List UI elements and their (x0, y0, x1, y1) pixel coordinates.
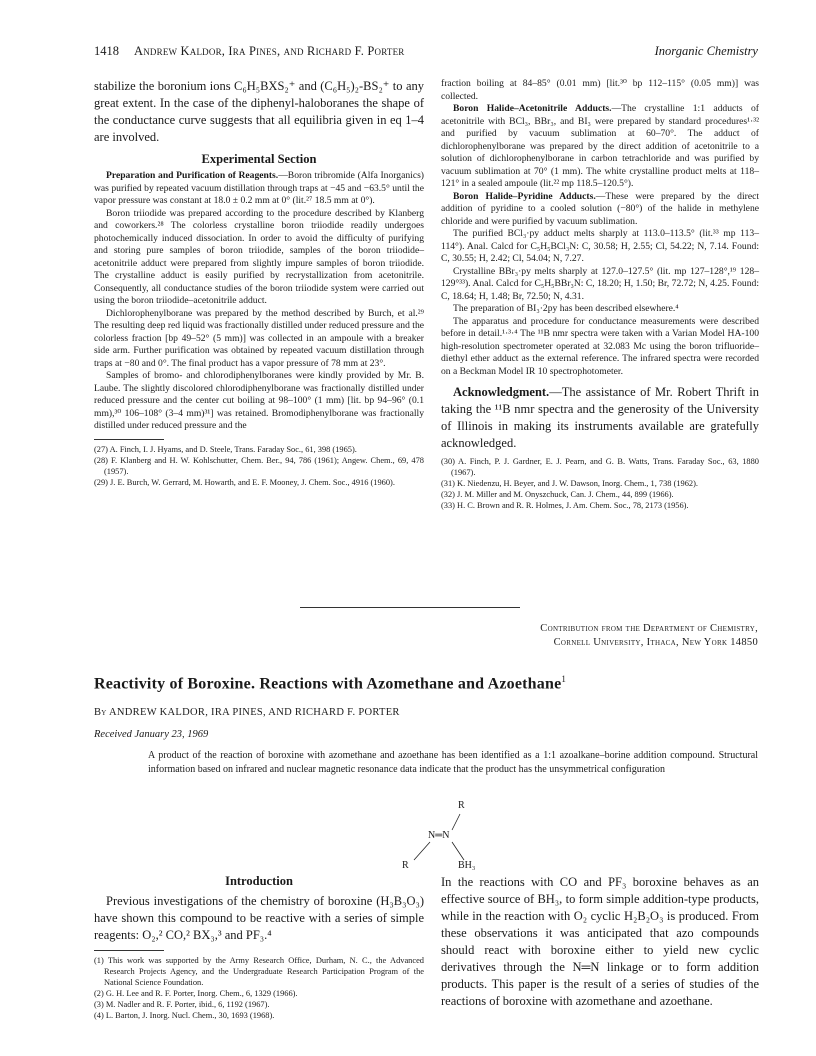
paragraph: The purified BCl₃·py adduct melts sharply at 113.0–113.5° (lit.³³ mp 113–114°). Anal. Calcd for C₅H₅BCl₃N: C, 30.58; H, 2.55; Cl, 54.22; N, 7.14. Found: C, 30.55; H, 2.42; Cl, 54.04; N, 7.27. (441, 228, 759, 264)
paragraph-heading: Boron Halide–Pyridine Adducts. (453, 190, 596, 202)
structure-nn: N═N (428, 830, 450, 841)
paragraph: fraction boiling at 84–85° (0.01 mm) [lit.³⁰ bp 112–115° (0.05 mm)] was collected. (441, 78, 759, 102)
footnote: (4) L. Barton, J. Inorg. Nucl. Chem., 30, 1693 (1968). (94, 1011, 275, 1020)
footnote: (3) M. Nadler and R. F. Porter, ibid., 6, 1192 (1967). (94, 1000, 270, 1009)
received-date: Received January 23, 1969 (94, 729, 209, 740)
footnote: (33) H. C. Brown and R. R. Holmes, J. Am. Chem. Soc., 78, 2173 (1956). (441, 501, 689, 510)
paragraph: stabilize the boronium ions C₆H₅BXS₂⁺ and (C₆H₅)₂-BS₂⁺ to any great extent. In the case of the diphenyl-haloboranes the shape of the conductance curve suggests that all equilibria given in eq 1–4 are involved. (94, 79, 424, 144)
paragraph: The apparatus and procedure for conductance measurements were described before in detail.¹·³·⁴ The ¹¹B nmr spectra were taken with a Varian Model HA-100 high-resolution spectrometer operated at 32.083 Mc using the boron trifluoride–diethyl ether adduct as the external reference. The infrared spectra were recorded on a Beckman Model IR 10 spectrophotometer. (441, 315, 759, 377)
intro-left-column (94, 874, 424, 1021)
left-column (94, 78, 424, 488)
structure-r-bottom: R (402, 860, 409, 871)
bond-n-r (414, 842, 430, 860)
contribution-line: Cornell University, Ithaca, New York 14850 (553, 637, 758, 648)
paragraph: Previous investigations of the chemistry of boroxine (H₃B₃O₃) have shown this compound to be reactive with a series of simple reagents: O₂,² CO,² BX₃,³ and PF₃.⁴ (94, 894, 424, 942)
abstract: A product of the reaction of boroxine with azomethane and azoethane has been identified as a 1:1 azoalkane–borine addition compound. Structural information based on infrared and nuclear magnetic resonance data indicate that the product has the unsymmetrical configuration (148, 750, 758, 775)
page-number: 1418 (94, 44, 119, 58)
structure-bonds (380, 796, 500, 876)
paragraph (441, 103, 759, 191)
structure-bh3: BH₃ (458, 860, 476, 871)
title-footnote-mark: 1 (561, 674, 567, 684)
paragraph-heading: Preparation and Purification of Reagents. (106, 170, 279, 181)
footnote: (31) K. Niedenzu, H. Beyer, and J. W. Dawson, Inorg. Chem., 1, 738 (1962). (441, 479, 698, 488)
right-column (441, 78, 759, 511)
paragraph: Samples of bromo- and chlorodiphenylboranes were kindly provided by Mr. B. Laube. The slightly discolored chlorodiphenylborane was fractionally distilled under reduced pressure and the center cut boiling at 98–100° (1 mm) [lit. bp 94–96° (0.1 mm),³⁰ 106–108° (3–4 mm)³¹] was retained. Bromodiphenylborane was fractionally distilled under reduced pressure and the (94, 370, 424, 431)
paragraph: Dichlorophenylborane was prepared by the method described by Burch, et al.²⁹ The resulting deep red liquid was fractionally distilled under reduced pressure and the colorless fraction [bp 49–52° (5 mm)] was collected in an ampoule with a breaker side arm. Further purification was obtained by repeated vacuum distillation through traps at −80 and 0°. The final product has a vapor pressure of 78 mm at 23°. (94, 307, 424, 369)
section-title: Experimental Section (201, 152, 317, 166)
bond-n-b (452, 842, 464, 860)
article-separator (300, 607, 520, 608)
paragraph-text: —These were prepared by the direct addition of pyridine to a cooled solution (−80°) of the halide in methylene chloride and were purified by vacuum sublimation. (441, 190, 760, 227)
journal-name: Inorganic Chemistry (654, 44, 758, 58)
paragraph-text: —The crystalline 1:1 adducts of acetonitrile with BCl₃, BBr₃, and BI₃ were prepared by standard procedures¹·³² and purified by vacuum sublimation at 60–70°. The adduct of dichlorophenylborane was prepared by the direct addition of acetonitrile to a solution of dichlorophenylborane in carbon tetrachloride and was purified by vacuum sublimation at 70° (1 mm). The white crystalline product melts at 118–121° in a sealed ampoule (lit.²² mp 118.5–120.5°). (441, 103, 759, 189)
footnote: (27) A. Finch, I. J. Hyams, and D. Steele, Trans. Faraday Soc., 61, 398 (1965). (94, 444, 357, 454)
footnotes (441, 456, 759, 511)
footnote: (28) F. Klanberg and H. W. Kohlschutter, Chem. Ber., 94, 786 (1961); Angew. Chem., 69, 478 (1957). (94, 455, 424, 476)
article-title-text: Reactivity of Boroxine. Reactions with Azomethane and Azoethane (94, 675, 562, 693)
paragraph: Crystalline BBr₃·py melts sharply at 127.0–127.5° (lit. mp 127–128°,¹⁹ 128–129°³³). Anal. Calcd for C₅H₅BBr₃N: C, 18.20; H, 1.50; Br, 72.72; N, 4.25. Found: C, 18.64; H, 1.48; Br, 72.50; N, 4.31. (441, 265, 759, 302)
article-title (94, 674, 566, 693)
article-authors (94, 707, 400, 718)
footnote-rule (94, 950, 164, 951)
paragraph-heading: Boron Halide–Acetonitrile Adducts. (453, 103, 612, 114)
footnote-rule (94, 439, 164, 440)
paragraph: The preparation of BI₃·2py has been described elsewhere.⁴ (453, 303, 679, 314)
intro-title: Introduction (225, 874, 293, 888)
bond-r-n (452, 814, 460, 830)
contribution-line: Contribution from the Department of Chemistry, (540, 623, 758, 634)
footnotes (94, 444, 424, 488)
contribution-block (540, 622, 758, 650)
paragraph-text: —Boron tribromide (Alfa Inorganics) was purified by repeated vacuum distillation through traps at −45 and −63.5° until the vapor pressure was constant at 18.0 ± 0.2 mm at 0° (lit.²⁷ 18.5 mm at 0°). (94, 170, 424, 206)
authors-names: ANDREW KALDOR, IRA PINES, AND RICHARD F. PORTER (109, 707, 400, 718)
structure-diagram (380, 796, 500, 876)
structure-r-top: R (458, 800, 465, 811)
footnotes (94, 955, 424, 1021)
footnote: (29) J. E. Burch, W. Gerrard, M. Howarth, and E. F. Mooney, J. Chem. Soc., 4916 (1960). (94, 477, 395, 487)
intro-right-column (441, 874, 759, 1010)
running-header (94, 44, 758, 60)
acknowledgment (441, 384, 759, 452)
footnote: (2) G. H. Lee and R. F. Porter, Inorg. Chem., 6, 1329 (1966). (94, 989, 298, 998)
paragraph (441, 191, 759, 229)
paragraph (94, 170, 424, 208)
footnote: (30) A. Finch, P. J. Gardner, E. J. Pearn, and G. B. Watts, Trans. Faraday Soc., 63, 1880 (1967). (441, 457, 759, 477)
header-authors: Andrew Kaldor, Ira Pines, and Richard F. Porter (134, 44, 405, 58)
footnote: (32) J. M. Miller and M. Onyszchuck, Can. J. Chem., 44, 899 (1966). (441, 490, 674, 499)
paragraph: In the reactions with CO and PF₃ boroxine behaves as an effective source of BH₃, to form simple addition-type products, while in the reaction with O₂ cyclic H₂B₂O₃ is produced. From these observations it was anticipated that azo compounds should react with boroxine either to yield new cyclic derivatives through the N═N linkage or to form addition products. This paper is the result of a series of studies of the reactions of boroxine with azomethane and azoethane. (441, 875, 759, 1008)
paragraph: Boron triiodide was prepared according to the procedure described by Klanberg and coworkers.²⁸ The colorless crystalline boron triiodide readily undergoes photochemically induced dissociation. In order to avoid the difficulty of purifying and storing pure samples of boron triiodide, samples of the boron triiodide–acetonitrile adduct were prepared from slightly impure samples of boron triiodide. The crystalline adduct is easily purified by recrystallization from acetonitrile. Consequently, all conductance studies of the boron triiodide system were carried out using the boron triiodide–acetonitrile adduct. (94, 207, 424, 306)
authors-by: By (94, 707, 107, 718)
footnote: (1) This work was supported by the Army Research Office, Durham, N. C., the Advanced Research Projects Agency, and the Undergraduate Research Participation Program of the National Science Foundation. (94, 956, 424, 987)
acknowledgment-text: —The assistance of Mr. Robert Thrift in taking the ¹¹B nmr spectra and the generosity of the University of Illinois in making its instruments available are gratefully acknowledged. (441, 385, 759, 450)
acknowledgment-heading: Acknowledgment. (453, 385, 550, 399)
